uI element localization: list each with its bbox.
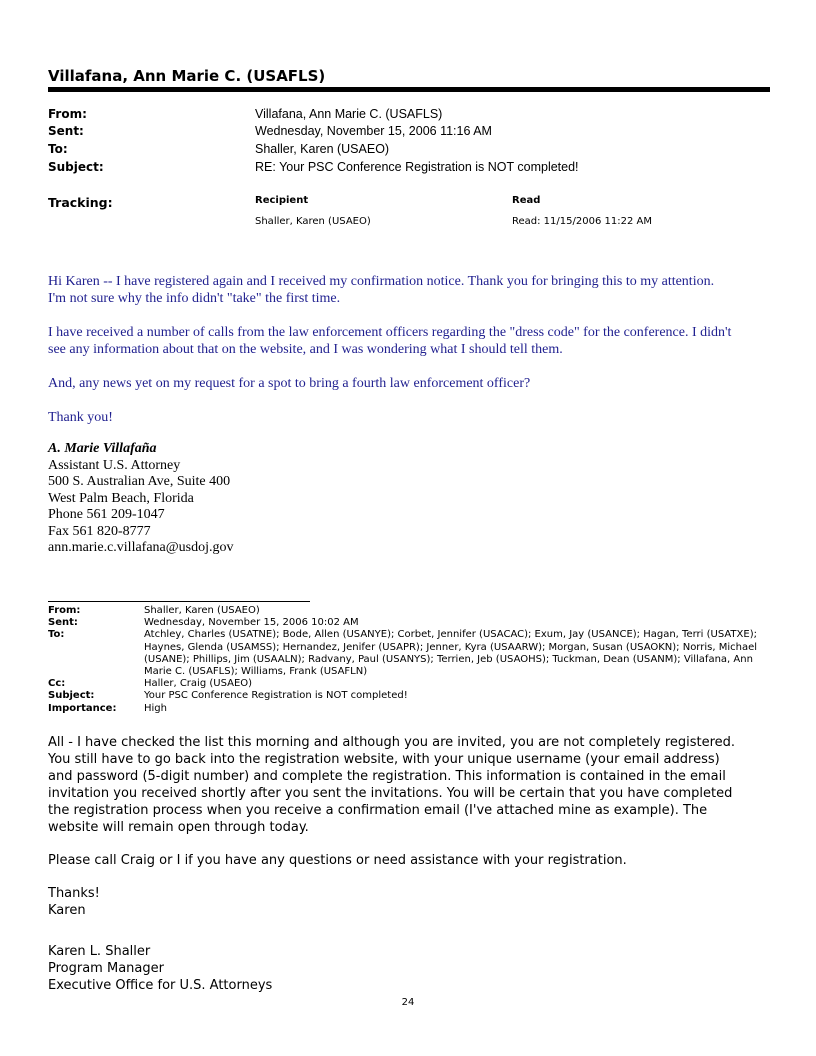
header-from-label: From: xyxy=(48,107,87,121)
tracking-recipient: Shaller, Karen (USAEO) xyxy=(255,216,371,227)
signature-name: A. Marie Villafaña xyxy=(48,441,157,456)
forwarded-importance-row xyxy=(48,703,778,715)
forwarded-subject-label: Subject: xyxy=(48,690,95,702)
header-from-value: Villafana, Ann Marie C. (USAFLS) xyxy=(255,107,443,121)
tracking-col-recipient: Recipient xyxy=(255,195,309,206)
forwarded-from-row xyxy=(48,605,778,617)
signature2-office: Executive Office for U.S. Attorneys xyxy=(48,978,273,993)
forwarded-cc-row xyxy=(48,678,778,690)
reply-paragraph: Thank you! xyxy=(48,410,113,425)
forwarded-sent-row xyxy=(48,617,778,629)
forwarded-header xyxy=(48,605,778,715)
forwarded-cc-label: Cc: xyxy=(48,678,66,690)
signature-phone: Phone 561 209-1047 xyxy=(48,507,165,522)
signature-title: Assistant U.S. Attorney xyxy=(48,457,181,473)
forwarded-subject-value: Your PSC Conference Registration is NOT completed! xyxy=(144,690,408,702)
header-sent-value: Wednesday, November 15, 2006 11:16 AM xyxy=(255,124,492,138)
reply-line: see any information about that on the website, and I was wondering what I should tell them. xyxy=(48,342,563,357)
tracking-col-read: Read xyxy=(512,195,541,206)
original-line: Thanks! xyxy=(48,886,100,901)
header-sent-label: Sent: xyxy=(48,124,84,138)
original-line: Please call Craig or I if you have any questions or need assistance with your registration. xyxy=(48,853,627,868)
signature-email: ann.marie.c.villafana@usdoj.gov xyxy=(48,540,234,555)
header-to-value: Shaller, Karen (USAEO) xyxy=(255,142,390,156)
tracking-label: Tracking: xyxy=(48,195,113,210)
original-line: invitation you received shortly after you sent the invitations. You will be certain that you have completed xyxy=(48,786,733,801)
reply-paragraph xyxy=(48,324,788,358)
forward-separator xyxy=(48,601,310,602)
original-line: and password (5-digit number) and complete the registration. This information is contained in the email xyxy=(48,769,726,784)
forwarded-subject-row xyxy=(48,690,778,702)
forwarded-to-value: Atchley, Charles (USATNE); Bode, Allen (USANYE); Corbet, Jennifer (USACAC); Exum, Jay (USANCE); Hagan, Terri (USATXE); Haynes, Glenda (USAMSS); Hernandez, Jenifer (USAPR); Jenner, Kyra (USAARW); Morgan, Susan (USAOKN); Norris, Michael (USANE); Phillips, Jim (USAALN); Radvany, Paul (USANYS); Terrien, Jeb (USAOHS); Tuckman, Dean (USANM); Villafana, Ann Marie C. (USAFLS); Williams, Frank (USAFLN) xyxy=(144,629,758,678)
reply-body xyxy=(48,273,788,443)
signature2-title: Program Manager xyxy=(48,961,164,976)
reply-paragraph xyxy=(48,273,788,307)
message-sender-title: Villafana, Ann Marie C. (USAFLS) xyxy=(48,67,326,85)
original-paragraph xyxy=(48,734,788,836)
signature-address-line: West Palm Beach, Florida xyxy=(48,490,194,506)
header-subject-label: Subject: xyxy=(48,160,104,174)
signature-address-line: 500 S. Australian Ave, Suite 400 xyxy=(48,474,231,489)
forwarded-from-label: From: xyxy=(48,605,81,616)
tracking-read-status: Read: 11/15/2006 11:22 AM xyxy=(512,216,652,227)
signature-block xyxy=(48,441,234,557)
header-subject-value: RE: Your PSC Conference Registration is NOT completed! xyxy=(255,160,579,174)
signature-fax: Fax 561 820-8777 xyxy=(48,523,151,539)
signature2-block xyxy=(48,943,272,994)
original-paragraph xyxy=(48,852,788,869)
original-line: the registration process when you receive a confirmation email (I've attached mine as example). The xyxy=(48,803,708,818)
forwarded-to-row xyxy=(48,629,778,678)
signature2-name: Karen L. Shaller xyxy=(48,944,151,959)
original-body xyxy=(48,734,788,935)
reply-line: Hi Karen -- I have registered again and I received my confirmation notice. Thank you for bringing this to my attention. xyxy=(48,274,715,289)
original-line: You still have to go back into the registration website, with your unique username (your email address) xyxy=(48,752,720,767)
forwarded-from-value: Shaller, Karen (USAEO) xyxy=(144,605,260,616)
reply-line: I'm not sure why the info didn't "take" the first time. xyxy=(48,291,341,306)
forwarded-to-label: To: xyxy=(48,629,65,641)
page-number: 24 xyxy=(401,997,415,1008)
reply-paragraph: And, any news yet on my request for a spot to bring a fourth law enforcement officer? xyxy=(48,376,531,391)
forwarded-sent-label: Sent: xyxy=(48,617,78,629)
original-line: All - I have checked the list this morning and although you are invited, you are not completely registered. xyxy=(48,735,736,750)
reply-line: I have received a number of calls from the law enforcement officers regarding the "dress code" for the conference. I didn't xyxy=(48,325,732,340)
forwarded-sent-value: Wednesday, November 15, 2006 10:02 AM xyxy=(144,617,359,629)
header-to-label: To: xyxy=(48,142,68,156)
forwarded-cc-value: Haller, Craig (USAEO) xyxy=(144,678,253,690)
title-divider xyxy=(48,87,770,92)
original-line: Karen xyxy=(48,903,86,918)
forwarded-importance-label: Importance: xyxy=(48,702,117,714)
original-line: website will remain open through today. xyxy=(48,820,309,835)
forwarded-importance-value: High xyxy=(144,702,167,714)
original-paragraph xyxy=(48,885,788,919)
